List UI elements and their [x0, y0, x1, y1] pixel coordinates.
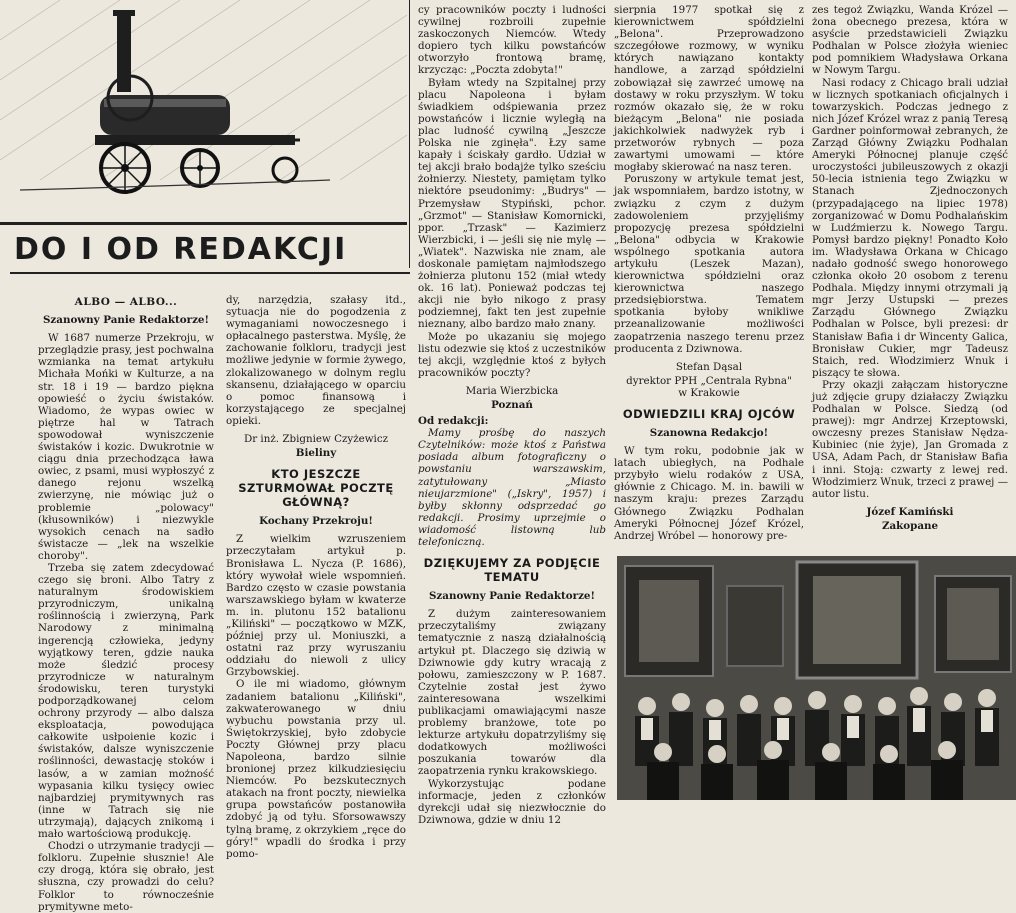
article-temat-role: dyrektor PPH „Centrala Rybna": [626, 374, 792, 387]
group-photo: [617, 556, 1016, 800]
article-temat-signature: Stefan Dąsal: [675, 360, 743, 373]
article-albo-greeting: Szanowny Panie Redaktorze!: [43, 314, 209, 327]
article-temat-p1: Z dużym zainteresowaniem przeczytaliśmy związany tematycznie z naszą działalnością artykuł pt. Dlaczego się dziwią w Dziwnowie gdy kutry wracają z połowu, zamieszczony w P. 1687. Czytelnie został jest żywo zainteresowana wszelkimi publikacjami omawiającymi nasze problemy branżowe, tote po lekturze artykułu dopatrzyliśmy się dodatkowych możliwości poszukania towarów dla zaopatrzenia rynku krakowskiego.: [418, 608, 606, 778]
article-ojcow-greeting: Szanowna Redakcjo!: [649, 427, 769, 439]
article-albo-p4: dy, narzędzia, szałasy itd., sytuacja nie do pogodzenia z wymaganiami nowoczesnego i opłacalnego pasterstwa. Myślę, że zachowanie folkloru, tradycji jest możliwe jedynie w formie żywego, zlokalizowanego w dolnym reglu skansenu, działającego w oparciu o pomoc finansową i korzystającego ze specjalnej opieki.: [226, 294, 406, 427]
article-poczta-greeting: Kochany Przekroju!: [259, 515, 373, 528]
article-albo-place: Bieliny: [295, 447, 337, 460]
section-masthead: DO I OD REDAKCJI: [14, 232, 348, 267]
article-temat-place: w Krakowie: [678, 386, 740, 399]
article-poczta-p2: O ile mi wiadomo, głównym zadaniem batalionu „Kiliński", zakwaterowanego w dniu wybuchu powstania przy ul. Świętokrzyskiej, było zdobycie Poczty Głównej przy placu Napoleona, bardzo silnie bronionej przez kilkudziesięciu Niemców. Po bezskutecznych atakach na front poczty, niewielka grupa powstańców postanowiła zdobyć ją od tyłu. Sforsowawszy tylną bramę, z okrzykiem „ręce do góry!" wpadli do środka i przy pomo-: [226, 678, 406, 860]
column-rule: [409, 0, 410, 268]
editor-note-text: Mamy prośbę do naszych Czytelników: może ktoś z Państwa posiada album fotograficzny o powstaniu warszawskim, zatytułowany „Miasto nieujarzmione" („Iskry", 1957) i byłby skłonny odsprzedać go redakcji. Prosimy uprzejmie o wiadomość listowną lub telefoniczną.: [418, 427, 606, 549]
steam-engine-illustration: [0, 0, 407, 228]
article-ojcow-p4: Przy okazji załączam historyczne już zdjęcie grupy działaczy Związku Podhalan w Polsce. Siedzą (od prawej): mgr Andrzej Krzeptowski, owczesny prezes Stanisław Nędza-Kubiniec (nie żyje), Jan Gromada z USA, Adam Pach, dr Stanisław Bafia i inni. Stoją: czwarty z lewej red. Włodzimierz Wnuk, trzeci z prawej — autor listu.: [812, 378, 1008, 500]
article-albo-p1: W 1687 numerze Przekroju, w przeglądzie prasy, jest pochwalna wzmianka na temat artykułu Michała Mońki w Kulturze, a na str. 18 i 19 — bardzo piękna opowieść o życiu świstaków. Wiadomo, że wypas owiec w piętrze hal w Tatrach spowodował wyniszczenie świstaków i kozic. Dwukrotnie w ciągu dnia przechodząca ława owiec, z psami, musi wypłoszyć z danego rejonu wszelką zwierzynę, nie mówiąc już o problemie „polowacy" (kłusowników) i niezwykle wysokich cenach na sadło świstacze — „lek na wszelkie choroby".: [38, 332, 214, 562]
article-albo-p2: Trzeba się zatem zdecydować czego się broni. Albo Tatry z naturalnym środowiskiem przyrodniczym, unikalną roślinnością i zwierzyną, Park Narodowy z minimalną ingerencją człowieka, jedyny wyjątkowy teren, gdzie nauka może śledzić procesy przyrodnicze w naturalnym środowisku, teren turystyki podporządkowanej celom ochrony przyrody — albo dalsza eksploatacja, powodująca całkowite usłpoienie kozic i świstaków, dalsze wyniszczenie roślinności, dewastację stoków i lasów, a w zamian możność wypasania kilku tysięcy owiec najbardziej prymitywnych ras (inne w Tatrach się nie utrzymają), dających znikomą i mało wartościową produkcję.: [38, 561, 214, 841]
article-ojcow-place: Zakopane: [881, 519, 939, 532]
article-albo-col1: [38, 292, 214, 913]
column-3: [418, 4, 606, 826]
article-albo-p3: Chodzi o utrzymanie tradycji — folkloru. Zupełnie słusznie! Ale czy drogą, która się obrało, jest słuszna, czy prowadzi do celu? Folklor to równocześnie prymitywne meto-: [38, 840, 214, 913]
article-temat-p2: Wykorzystując podane informacje, jeden z członków dyrekcji udał się niezwłocznie do Dziwnowa, gdzie w dniu 12: [418, 777, 606, 826]
article-temat-greeting: Szanowny Panie Redaktorze!: [429, 590, 595, 603]
masthead-rule: [10, 272, 410, 274]
column-5: [812, 4, 1008, 552]
article-poczta-p4: Byłam wtedy na Szpitalnej przy placu Napoleona i byłam świadkiem odśpiewania przez powstańców i licznie wyległą na plac ludność cywilną „Jeszcze Polska nie zginęła". Łzy same kapały i ściskały gardło. Udział w tej akcji brało bodajże tylko sześciu żołnierzy. Niestety, pamiętam tylko niektóre pseudonimy: „Budrys" — Przemysław Stypiński, pchor. „Grzmot" — Stanisław Komornicki, ppor. „Trzask" — Kazimierz Wierzbicki, i — jeśli się nie mylę — „Wiatek". Nazwiska nie znam, ale doskonale pamiętam najmłodszego żołnierza plutonu 152 (miał wtedy ok. 16 lat). Ponieważ podczas tej akcji nie było nikogo z prasy podziemnej, fakt ten jest zupełnie nieznany, albo bardzo mało znany.: [418, 76, 606, 331]
article-poczta-p1: Z wielkim wzruszeniem przeczytałam artykuł p. Bronisława L. Nycza (P. 1686), który wywołał wiele wspomnień. Bardzo często w czasie powstania warszawskiego byłam w kwaterze m. in. plutonu 152 batalionu „Kiliński" — początkowo w MZK, później przy ul. Moniuszki, a ostatni raz przy wyruszaniu oddziału do niewoli z ulicy Grzybowskiej.: [226, 533, 406, 679]
article-temat-p4: Poruszony w artykule temat jest, jak wspomniałem, bardzo istotny, w związku z czym z dużym zadowoleniem przyjęliśmy propozycję prezesa spółdzielni „Belona" odbycia w Krakowie wspólnego spotkania autora artykułu (Leszek Mazan), kierownictwa spółdzielni oraz kierownictwa naszego przedsiębiorstwa. Tematem spotkania byłoby wnikliwe przeanalizowanie możliwości zaopatrzenia naszego terenu przez producenta z Dziwnowa.: [614, 173, 804, 355]
editor-note-label: Od redakcji:: [418, 415, 489, 428]
article-temat-p3: sierpnia 1977 spotkał się z kierownictwem spółdzielni „Belona". Przeprowadzono szczegółowe rozmowy, w wyniku których nawiązano kontakty handlowe, a zarząd spółdzielni zobowiązał się zawrzeć umowę na dostawy w roku przyszłym. W toku rozmów okazało się, że w roku bieżącym „Belona" nie posiada jakichkolwiek nadwyżek ryb i przetworów rybnych — poza zawartymi umowami — które mogłaby skierować na nasz teren.: [614, 4, 804, 174]
article-poczta-signature: Maria Wierzbicka: [465, 384, 559, 397]
article-ojcow-signature: Józef Kamiński: [866, 505, 954, 518]
column-4: [614, 4, 804, 552]
article-ojcow-title: ODWIEDZILI KRAJ OJCÓW: [622, 407, 796, 421]
article-ojcow-p2: zes tegoż Związku, Wanda Krózel — żona obecnego prezesa, która w asyście przedstawicieli Związku Podhalan w Polsce złożyła wieniec pod pomnikiem Władysława Orkana w Nowym Targu.: [812, 4, 1008, 77]
article-poczta-place: Poznań: [491, 399, 533, 411]
column-2: [226, 294, 406, 860]
article-albo-title: ALBO — ALBO...: [74, 296, 178, 308]
article-temat-title: DZIĘKUJEMY ZA PODJĘCIE TEMATU: [423, 556, 601, 585]
article-albo-signature: Dr inż. Zbigniew Czyżewicz: [243, 433, 389, 446]
article-poczta-p3: cy pracowników poczty i ludności cywilnej rozbroili zupełnie zaskoczonych Niemców. Wtedy dopiero tych kilku powstańców otworzyło frontową bramę, krzycząc: „Poczta zdobyta!": [418, 4, 606, 77]
article-poczta-title: KTO JESZCZE SZTURMOWAŁ POCZTĘ GŁÓWNĄ?: [238, 467, 394, 510]
article-ojcow-p3: Nasi rodacy z Chicago brali udział w licznych spotkaniach oficjalnych i towarzyskich. Podczas jednego z nich Józef Krózel wraz z panią Teresą Gardner poinformował zebranych, że Zarząd Główny Związku Podhalan Ameryki Północnej planuje część uroczystości jubileuszowych z okazji 50-lecia istnienia tego Związku w Stanach Zjednoczonych (przypadającego na lipiec 1978) zorganizować w Domu Podhalańskim w Ludźmierzu k. Nowego Targu. Pomysł bardzo piękny! Ponadto Koło im. Władysława Orkana w Chicago nadało godność swego honorowego członka około 20 osobom z terenu Podhala. Między innymi otrzymali ją mgr Jerzy Ustupski — prezes Zarządu Głównego Związku Podhalan w Polsce, byli prezesi: dr Stanisław Bafia i dr Wincenty Galica, Bronisław Cukier, mgr Tadeusz Staich, red. Włodzimierz Wnuk i piszący te słowa.: [812, 76, 1008, 379]
article-ojcow-p1: W tym roku, podobnie jak w latach ubiegłych, na Podhale przybyło wielu rodaków z USA, głównie z Chicago. M. in. bawili w naszym kraju: prezes Zarządu Głównego Związku Podhalan Ameryki Północnej Józef Krózel, Andrzej Wróbel — honorowy pre-: [614, 445, 804, 542]
article-poczta-p5: Może po ukazaniu się mojego listu odezwie się ktoś z uczestników tej akcji, względnie ktoś z byłych pracowników poczty?: [418, 330, 606, 379]
